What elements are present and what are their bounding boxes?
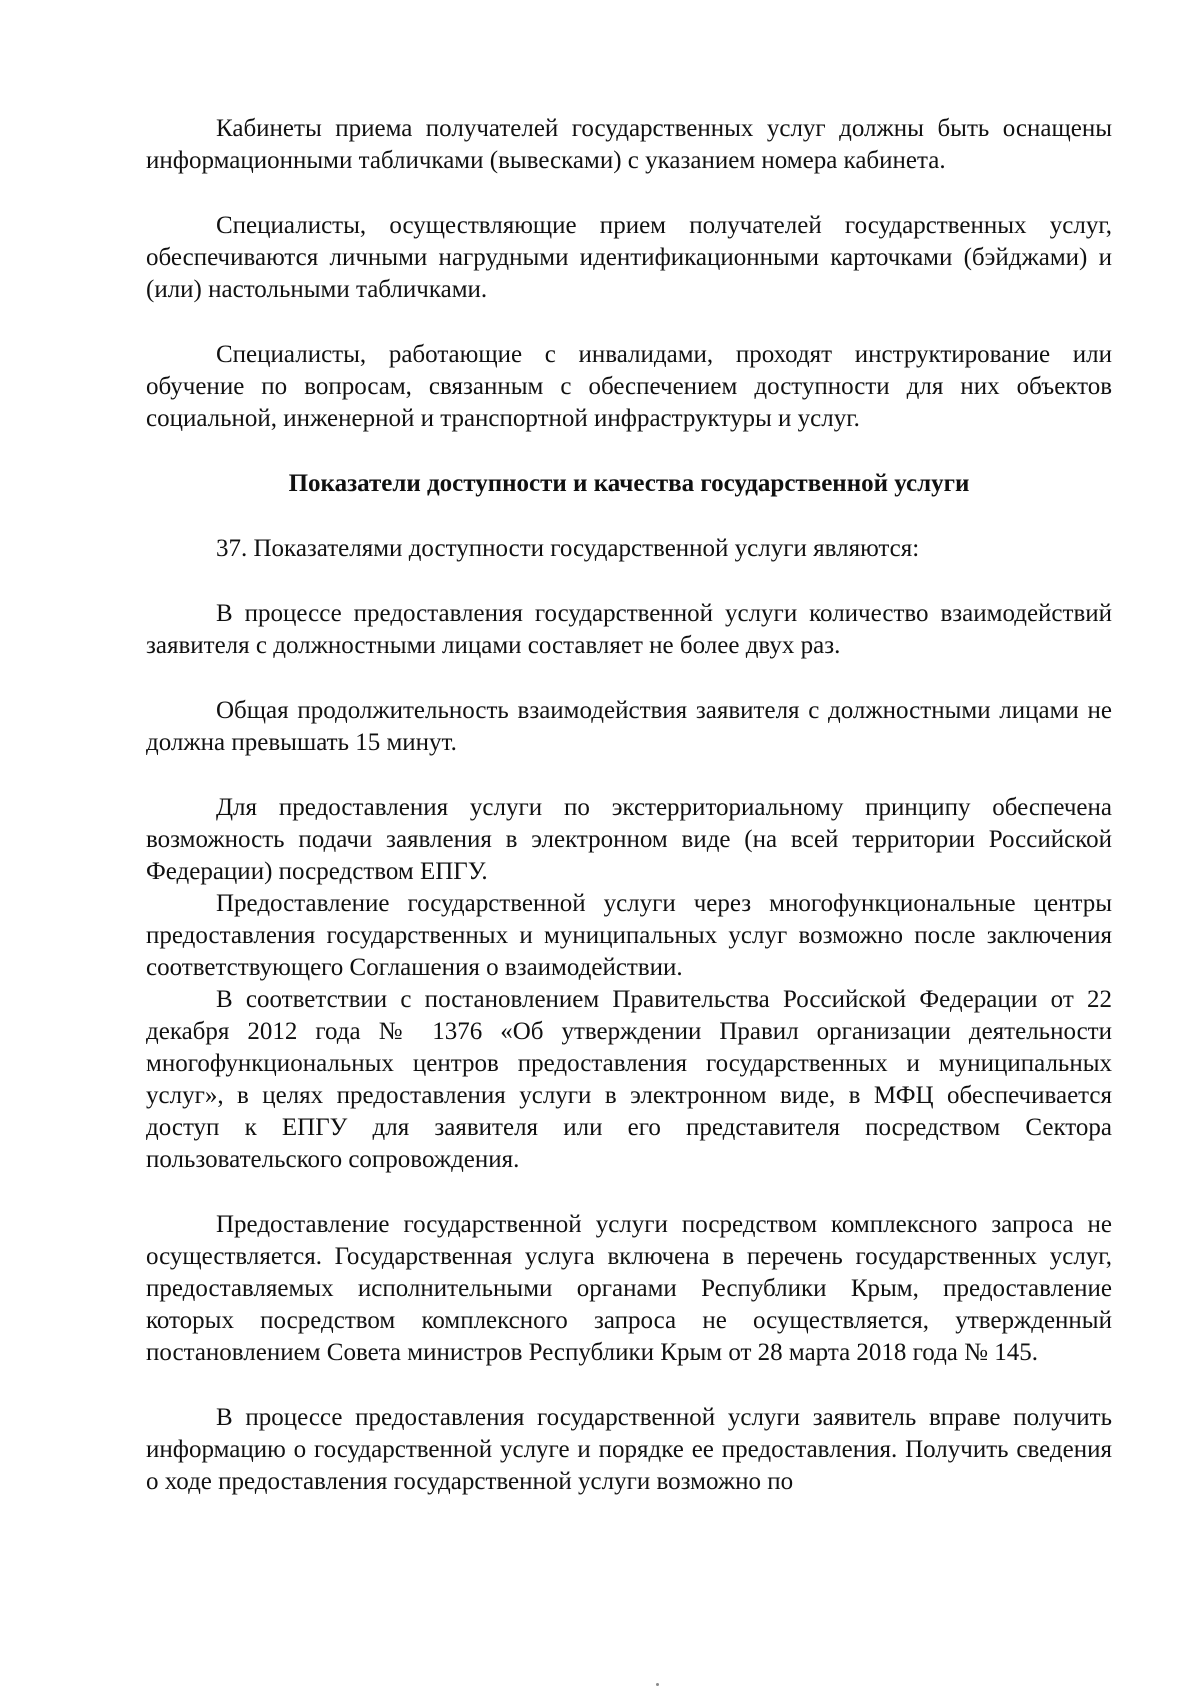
paragraph-interaction-duration: Общая продолжительность взаимодействия заявителя с должностными лицами не должна превышать 15 минут. (146, 697, 1112, 756)
scan-dot (656, 1683, 659, 1686)
document-body (146, 113, 1112, 1498)
paragraph-37-intro: 37. Показателями доступности государственной услуги являются: (216, 535, 920, 562)
paragraph-extraterritorial: Для предоставления услуги по экстерриториальному принципу обеспечена возможность подачи заявления в электронном виде (на всей территории Российской Федерации) посредством ЕПГУ. (146, 794, 1112, 885)
paragraph-interactions-count: В процессе предоставления государственной услуги количество взаимодействий заявителя с должностными лицами составляет не более двух раз. (146, 600, 1112, 659)
paragraph-complex-request: Предоставление государственной услуги посредством комплексного запроса не осуществляется. Государственная услуга включена в перечень государственных услуг, предоставляемых исполнительными органами Республики Крым, предоставление которых посредством комплексного запроса не осуществляется, утвержденный постановлением Совета министров Республики Крым от 28 марта 2018 года № 145. (146, 1211, 1112, 1366)
paragraph-resolution-1376: В соответствии с постановлением Правительства Российской Федерации от 22 декабря 2012 года № 1376 «Об утверждении Правил организации деятельности многофункциональных центров предоставления государственных и муниципальных услуг», в целях предоставления услуги в электронном виде, в МФЦ обеспечивается доступ к ЕПГУ для заявителя или его представителя посредством Сектора пользовательского сопровождения. (146, 986, 1112, 1173)
paragraph-badges: Специалисты, осуществляющие прием получателей государственных услуг, обеспечиваются личными нагрудными идентификационными карточками (бэйджами) и (или) настольными табличками. (146, 212, 1112, 303)
paragraph-cabinets: Кабинеты приема получателей государственных услуг должны быть оснащены информационными табличками (вывесками) с указанием номера кабинета. (146, 115, 1112, 174)
paragraph-mfc: Предоставление государственной услуги через многофункциональные центры предоставления государственных и муниципальных услуг возможно после заключения соответствующего Соглашения о взаимодействии. (146, 890, 1112, 981)
section-heading: Показатели доступности и качества государственной услуги (288, 470, 970, 497)
paragraph-disabled-training: Специалисты, работающие с инвалидами, проходят инструктирование или обучение по вопросам, связанным с обеспечением доступности для них объектов социальной, инженерной и транспортной инфраструктуры и услуг. (146, 341, 1112, 432)
paragraph-information: В процессе предоставления государственной услуги заявитель вправе получить информацию о государственной услуге и порядке ее предоставления. Получить сведения о ходе предоставления государственной услуги возможно по (146, 1404, 1112, 1495)
